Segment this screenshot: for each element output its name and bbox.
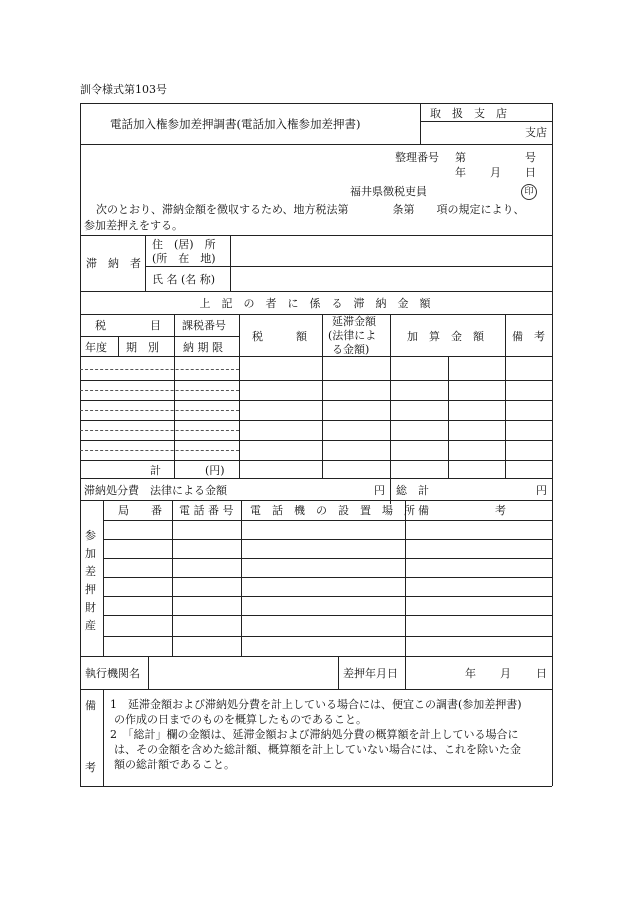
property-label-5: 財 <box>85 601 96 614</box>
property-label-1: 参 <box>85 529 96 542</box>
location-header: 電 話 機 の 設 置 場 所 <box>250 504 415 517</box>
year-header: 年度 <box>85 341 107 354</box>
note2-line3: 額の総計額であること。 <box>114 758 235 771</box>
table-row[interactable] <box>103 636 552 637</box>
grand-total-label: 総 計 <box>396 484 429 497</box>
table-row[interactable] <box>103 577 552 578</box>
table-row[interactable] <box>103 596 552 597</box>
late-fee-header-sub1: (法律によ <box>328 329 377 342</box>
seizure-year: 年 <box>465 667 476 680</box>
property-label-3: 差 <box>85 565 96 578</box>
note2-line2: は、その金額を含めた総計額、概算額を計上していない場合には、これを除いた金 <box>114 743 521 756</box>
form-title: 電話加入権参加差押調書(電話加入権参加差押書) <box>110 117 361 131</box>
tax-number-header: 課税番号 <box>182 319 226 332</box>
remarks-header: 備 考 <box>512 330 545 343</box>
address-label: 住 (居) 所 <box>152 238 216 251</box>
seal-mark: 印 <box>521 184 537 200</box>
phone-number-header: 電 話 番 号 <box>179 504 234 517</box>
table-row[interactable] <box>103 539 552 540</box>
notice-day: 日 <box>525 166 536 179</box>
seizure-day: 日 <box>536 667 547 680</box>
period-header: 期 別 <box>126 341 159 354</box>
seizure-month: 月 <box>500 667 511 680</box>
grand-total-yen: 円 <box>536 484 547 497</box>
late-fee-header: 延滞金額 <box>332 315 376 328</box>
disposition-fee-yen: 円 <box>374 484 385 497</box>
property-label-6: 産 <box>85 619 96 632</box>
late-fee-header-sub2: る金額) <box>332 343 370 356</box>
table-row[interactable] <box>103 520 552 521</box>
official-title: 福井県徴税吏員 <box>350 185 427 198</box>
form-number: 訓令様式第103号 <box>80 83 167 96</box>
reference-prefix: 第 <box>455 151 466 164</box>
station-header: 局 番 <box>118 504 162 517</box>
agency-label: 執行機関名 <box>85 667 140 680</box>
amount-section-title: 上 記 の 者 に 係 る 滞 納 金 額 <box>199 297 431 310</box>
notes-label-top: 備 <box>85 699 96 712</box>
note1-line1: 1 延滞金額および滞納処分費を計上している場合には、便宜この調書(参加差押書) <box>110 698 522 711</box>
property-label-4: 押 <box>85 583 96 596</box>
table-row[interactable] <box>103 558 552 559</box>
note2-line1: 2 「総計」欄の金額は、延滞金額および滞納処分費の概算額を計上している場合に <box>110 728 519 741</box>
reference-label: 整理番号 <box>395 151 439 164</box>
delinquent-label: 滞 納 者 <box>86 257 141 270</box>
tax-amount-header: 税 額 <box>252 330 307 343</box>
seizure-date-label: 差押年月日 <box>343 667 398 680</box>
notes-label-bottom: 考 <box>85 761 96 774</box>
note1-line2: の作成の日までのものを概算したものであること。 <box>114 713 367 726</box>
notice-year: 年 <box>455 166 466 179</box>
reference-suffix: 号 <box>525 151 536 164</box>
table-row[interactable] <box>103 615 552 616</box>
total-label: 計 (円) <box>150 464 225 477</box>
disposition-fee-label: 滞納処分費 法律による金額 <box>84 484 227 497</box>
due-date-header: 納 期 限 <box>183 341 223 354</box>
branch-value: 支店 <box>525 126 547 139</box>
property-label-2: 加 <box>85 547 96 560</box>
additional-amount-header: 加 算 金 額 <box>407 330 484 343</box>
tax-item-header: 税 目 <box>95 319 161 332</box>
address-label-sub: (所 在 地) <box>152 252 216 265</box>
notice-body-line2: 参加差押えをする。 <box>84 219 183 232</box>
notice-month: 月 <box>490 166 501 179</box>
name-label: 氏 名 (名 称) <box>152 273 216 286</box>
branch-header: 取 扱 支 店 <box>430 107 507 120</box>
property-remarks-header: 備 考 <box>418 504 506 517</box>
notice-body-line1: 次のとおり、滞納金額を徴収するため、地方税法第 条第 項の規定により、 <box>96 203 525 216</box>
